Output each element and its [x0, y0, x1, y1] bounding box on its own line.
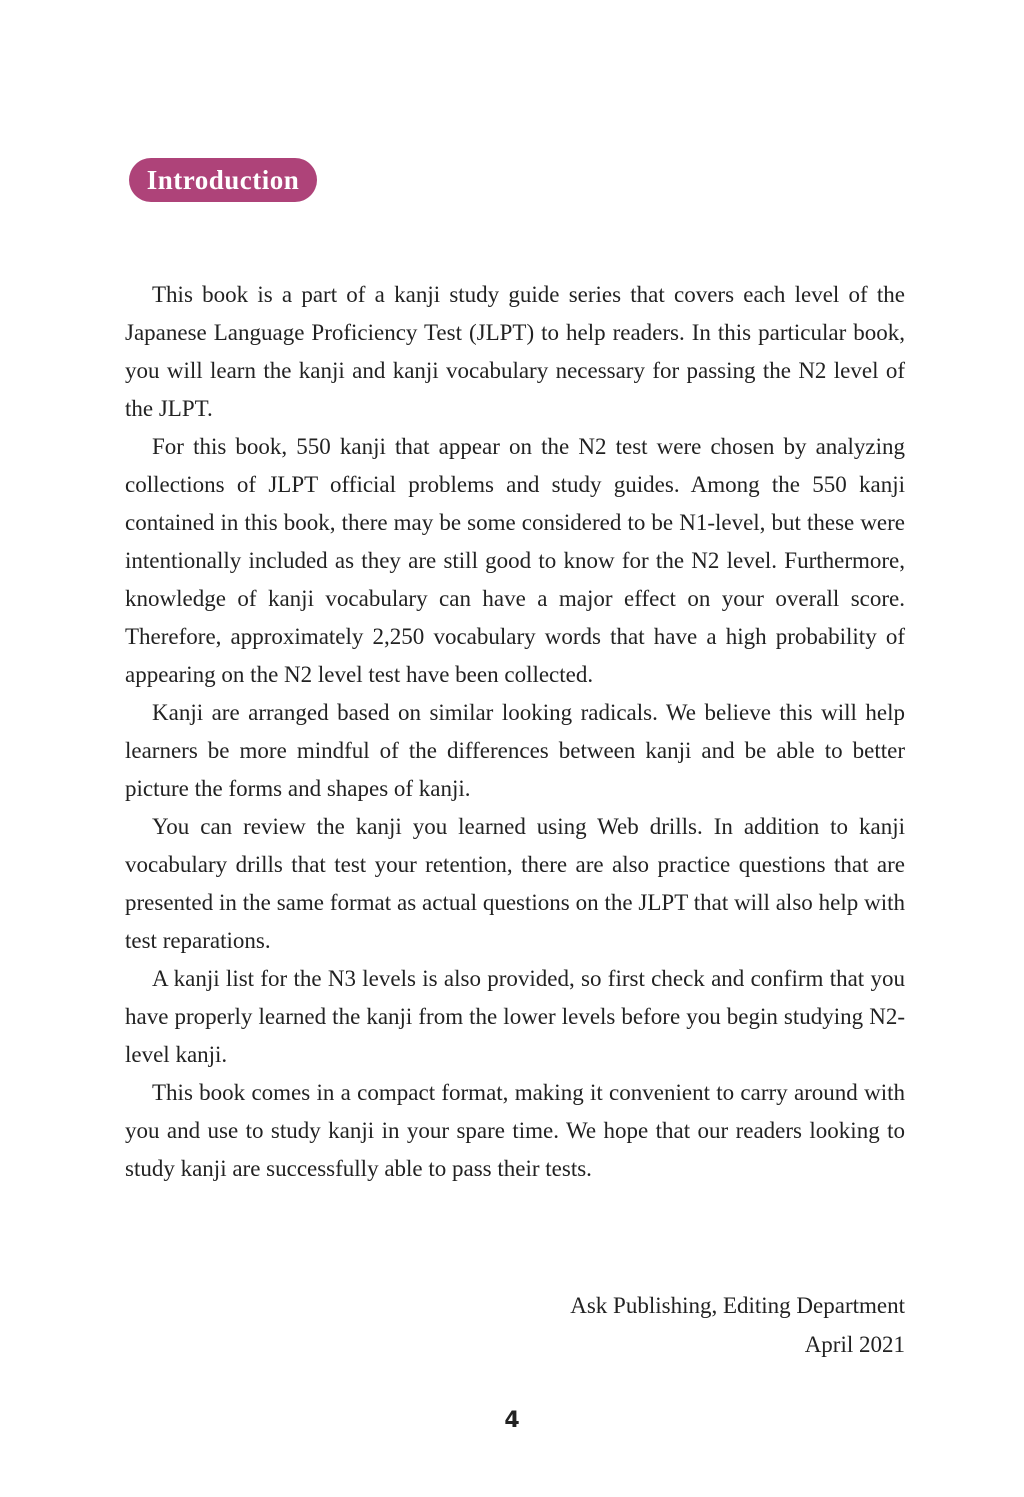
section-badge — [129, 158, 317, 202]
paragraph: A kanji list for the N3 levels is also provided, so first check and confirm that you have properly learned the kanji from the lower levels before you begin studying N2-level kanji. — [125, 966, 905, 1067]
paragraph: This book comes in a compact format, making it convenient to carry around with you and use to study kanji in your spare time. We hope that our readers looking to study kanji are successfully able to pass their tests. — [125, 1080, 905, 1181]
page-number: 4 — [504, 1408, 520, 1433]
signature-block — [570, 1286, 905, 1364]
signature-date: April 2021 — [804, 1332, 905, 1357]
paragraph: Kanji are arranged based on similar looking radicals. We believe this will help learners be more mindful of the differences between kanji and be able to better picture the forms and shapes of kanji. — [125, 700, 905, 801]
paragraph: For this book, 550 kanji that appear on the N2 test were chosen by analyzing collections of JLPT official problems and study guides. Among the 550 kanji contained in this book, there may be some considered to be N1-level, but these were intentionally included as they are still good to know for the N2 level. Furthermore, knowledge of kanji vocabulary can have a major effect on your overall score. Therefore, approximately 2,250 vocabulary words that have a high probability of appearing on the N2 level test have been collected. — [125, 434, 905, 687]
introduction-body — [125, 276, 905, 1188]
paragraph: This book is a part of a kanji study guide series that covers each level of the Japanese Language Proficiency Test (JLPT) to help readers. In this particular book, you will learn the kanji and kanji vocabulary necessary for passing the N2 level of the JLPT. — [125, 282, 905, 421]
section-badge-label: Introduction — [146, 164, 300, 195]
paragraph: You can review the kanji you learned using Web drills. In addition to kanji vocabulary drills that test your retention, there are also practice questions that are presented in the same format as actual questions on the JLPT that will also help with test reparations. — [125, 814, 905, 953]
signature-author: Ask Publishing, Editing Department — [570, 1293, 905, 1318]
